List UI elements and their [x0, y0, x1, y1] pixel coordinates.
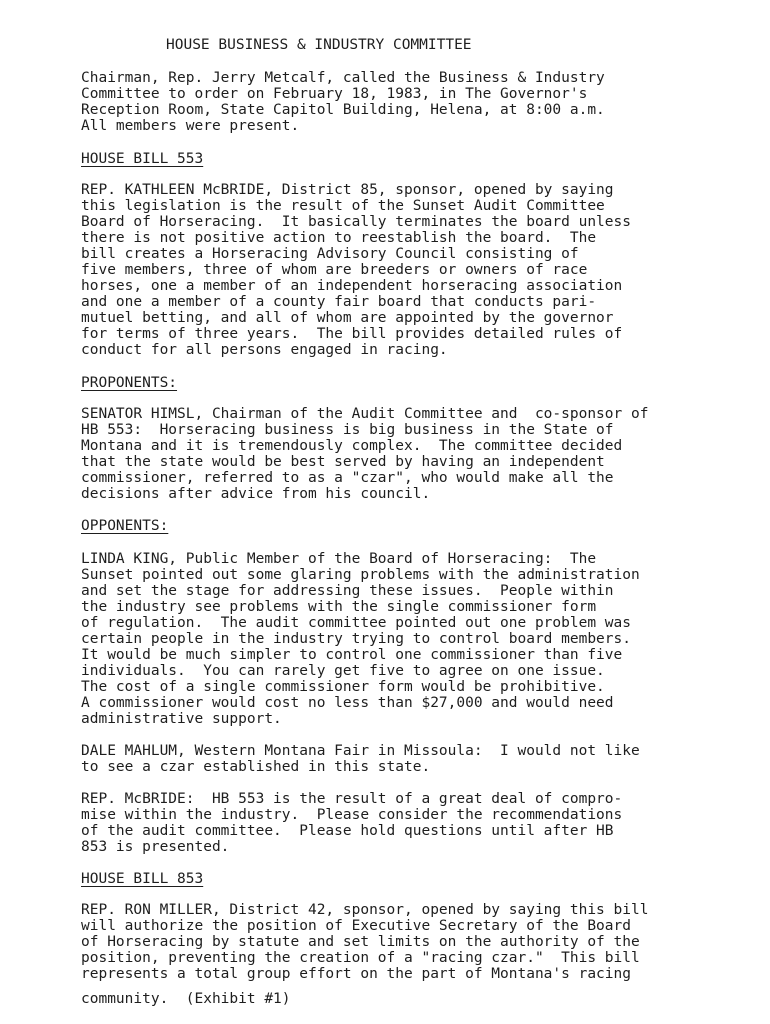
text-line: for terms of three years. The bill provides detailed rules of	[81, 326, 623, 342]
text-line: that the state would be best served by having an independent	[81, 454, 605, 470]
text-line: Sunset pointed out some glaring problems with the administration	[81, 567, 640, 583]
text-line: of the audit committee. Please hold questions until after HB	[81, 823, 614, 839]
text-line: Reception Room, State Capitol Building, Helena, at 8:00 a.m.	[81, 102, 605, 118]
text-line: It would be much simpler to control one commissioner than five	[81, 647, 623, 663]
text-line: conduct for all persons engaged in racing.	[81, 342, 448, 358]
text-line: horses, one a member of an independent horseracing association	[81, 278, 623, 294]
text-line: commissioner, referred to as a "czar", who would make all the	[81, 470, 614, 486]
text-line: SENATOR HIMSL, Chairman of the Audit Committee and co-sponsor of	[81, 406, 649, 422]
text-line: administrative support.	[81, 711, 282, 727]
text-line: of Horseracing by statute and set limits on the authority of the	[81, 934, 640, 950]
text-line: All members were present.	[81, 118, 300, 134]
page-title: HOUSE BUSINESS & INDUSTRY COMMITTEE	[166, 37, 472, 53]
text-line: to see a czar established in this state.	[81, 759, 431, 775]
text-line: certain people in the industry trying to control board members.	[81, 631, 631, 647]
opponents-heading: OPPONENTS:	[81, 518, 169, 534]
text-line: decisions after advice from his council.	[81, 486, 431, 502]
text-line: position, preventing the creation of a "racing czar." This bill	[81, 950, 640, 966]
text-line: individuals. You can rarely get five to agree on one issue.	[81, 663, 605, 679]
text-line: bill creates a Horseracing Advisory Council consisting of	[81, 246, 579, 262]
hb853-heading: HOUSE BILL 853	[81, 871, 204, 887]
text-line: there is not positive action to reestablish the board. The	[81, 230, 597, 246]
text-line: of regulation. The audit committee pointed out one problem was	[81, 615, 631, 631]
text-line: Montana and it is tremendously complex. The committee decided	[81, 438, 623, 454]
text-line: REP. KATHLEEN McBRIDE, District 85, sponsor, opened by saying	[81, 182, 614, 198]
text-line: and set the stage for addressing these issues. People within	[81, 583, 614, 599]
text-line: Committee to order on February 18, 1983, in The Governor's	[81, 86, 588, 102]
text-line: and one a member of a county fair board that conducts pari-	[81, 294, 597, 310]
text-line: represents a total group effort on the part of Montana's racing	[81, 966, 631, 982]
text-line: community. (Exhibit #1)	[81, 991, 291, 1007]
text-line: 853 is presented.	[81, 839, 230, 855]
text-line: mutuel betting, and all of whom are appointed by the governor	[81, 310, 614, 326]
text-line: the industry see problems with the single commissioner form	[81, 599, 597, 615]
hb553-heading: HOUSE BILL 553	[81, 151, 204, 167]
text-line: The cost of a single commissioner form would be prohibitive.	[81, 679, 605, 695]
proponents-heading: PROPONENTS:	[81, 375, 178, 391]
text-line: REP. McBRIDE: HB 553 is the result of a great deal of compro-	[81, 791, 623, 807]
text-line: HB 553: Horseracing business is big business in the State of	[81, 422, 614, 438]
text-line: will authorize the position of Executive Secretary of the Board	[81, 918, 631, 934]
text-line: LINDA KING, Public Member of the Board of Horseracing: The	[81, 551, 597, 567]
text-line: this legislation is the result of the Sunset Audit Committee	[81, 198, 605, 214]
text-line: REP. RON MILLER, District 42, sponsor, opened by saying this bill	[81, 902, 649, 918]
text-line: A commissioner would cost no less than $27,000 and would need	[81, 695, 614, 711]
text-line: DALE MAHLUM, Western Montana Fair in Missoula: I would not like	[81, 743, 640, 759]
text-line: Board of Horseracing. It basically terminates the board unless	[81, 214, 631, 230]
text-line: Chairman, Rep. Jerry Metcalf, called the Business & Industry	[81, 70, 605, 86]
text-line: mise within the industry. Please consider the recommendations	[81, 807, 623, 823]
text-line: five members, three of whom are breeders or owners of race	[81, 262, 588, 278]
